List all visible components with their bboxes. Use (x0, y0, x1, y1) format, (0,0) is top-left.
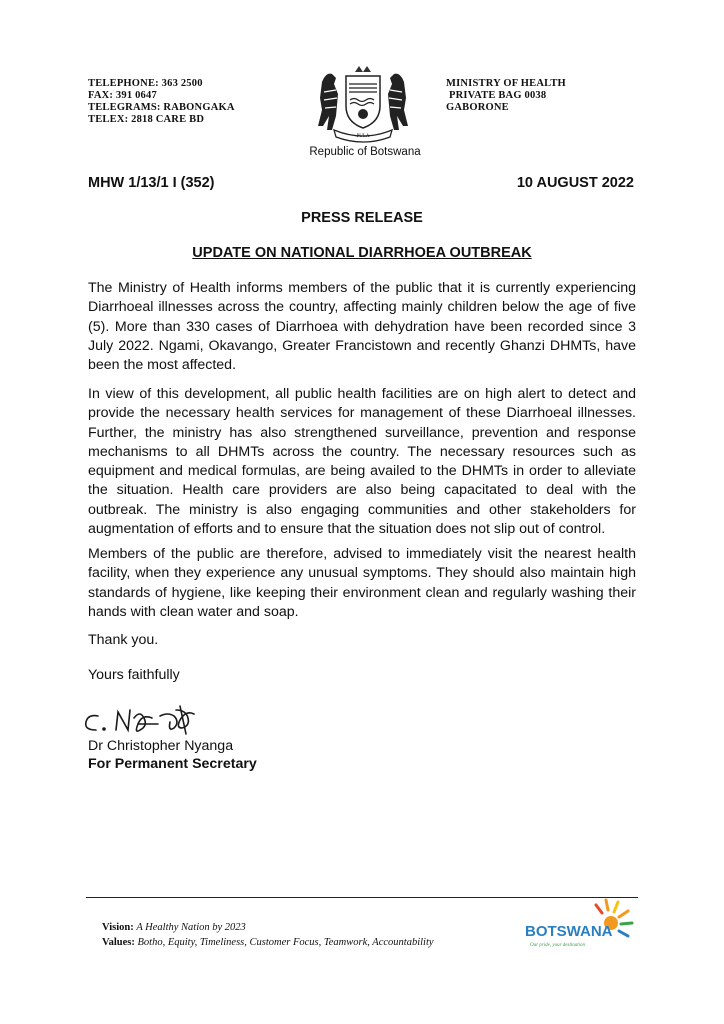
coat-of-arms-icon (308, 62, 418, 144)
telephone-line: TELEPHONE: 363 2500 (88, 78, 203, 89)
vision-text: A Healthy Nation by 2023 (136, 922, 246, 933)
signatory-title: For Permanent Secretary (88, 756, 257, 772)
footer-vision (102, 922, 246, 933)
vision-label: Vision: (102, 922, 134, 933)
telex-line: TELEX: 2818 CARE BD (88, 114, 205, 125)
fax-line: FAX: 391 0647 (88, 90, 157, 101)
document-subject: UPDATE ON NATIONAL DIARRHOEA OUTBREAK (192, 245, 532, 261)
ministry-line: MINISTRY OF HEALTH (446, 78, 566, 89)
valediction: Yours faithfully (88, 667, 180, 683)
brand-name: BOTSWANA (525, 923, 613, 940)
values-label: Values: (102, 937, 135, 948)
signature (76, 688, 226, 744)
telegrams-line: TELEGRAMS: RABONGAKA (88, 102, 235, 113)
body-paragraph: Members of the public are therefore, advised to immediately visit the nearest health facility, when they experience any unusual symptoms. They should also maintain high standards of hygiene, like keeping their environment clean and regularly washing their hands with clean water and soap. (88, 546, 636, 620)
closing-thanks: Thank you. (88, 632, 159, 648)
svg-text:PULA: PULA (356, 134, 370, 139)
brand-tagline: Our pride, your destination (530, 943, 585, 948)
signatory-name: Dr Christopher Nyanga (88, 738, 234, 754)
values-text: Botho, Equity, Timeliness, Customer Focus, Teamwork, Accountability (137, 937, 434, 948)
city-line: GABORONE (446, 102, 509, 113)
body-paragraph: The Ministry of Health informs members of the public that it is currently experiencing Diarrhoeal illnesses across the country, affecting mainly children below the age of five (5). More than 330 cases of Diarrhoea with dehydration have been recorded since 3 July 2022. Ngami, Okavango, Greater Francistown and recently Ghanzi DHMTs, have been the most affected. (88, 280, 636, 374)
document-heading: PRESS RELEASE (301, 210, 423, 226)
letterhead-address (446, 78, 566, 114)
crest-caption: Republic of Botswana (309, 146, 421, 158)
document-date: 10 AUGUST 2022 (516, 175, 634, 191)
footer-values (102, 937, 434, 948)
brand-botswana-logo (522, 896, 640, 952)
private-bag-line: PRIVATE BAG 0038 (449, 90, 547, 101)
reference-number: MHW 1/13/1 I (352) (88, 175, 215, 191)
body-paragraph: In view of this development, all public health facilities are on high alert to detect and provide the necessary health services for management of these Diarrhoeal illnesses. Further, the ministry has also strengthened surveillance, prevention and response mechanisms to all DHMTs across the country. The necessary resources such as equipment and medical formulas, are being availed to the DHMTs in order to alleviate the situation. Health care providers are also being capacitated to deal with the outbreak. The ministry is also engaging communities and other stakeholders for augmentation of efforts and to ensure that the situation does not slip out of control. (88, 386, 636, 538)
letterhead-contacts (88, 78, 235, 126)
